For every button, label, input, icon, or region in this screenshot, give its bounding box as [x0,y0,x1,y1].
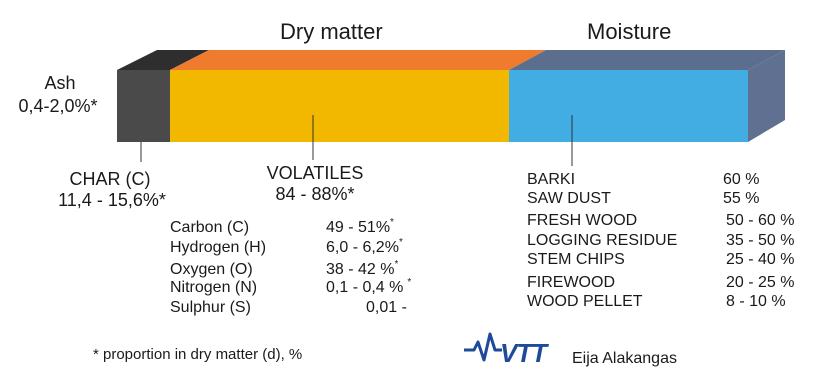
fuel-moisture: 35 - 50 % [726,232,795,249]
vtt-logo-text: VTT [500,338,547,368]
fuel-name: STEM CHIPS [527,251,625,268]
volatiles-label: VOLATILES [266,163,364,183]
element-name: Oxygen (O) [170,261,253,278]
dry-matter-heading: Dry matter [280,19,383,44]
moisture-segment [509,70,748,142]
fuel-name: SAW DUST [527,190,611,207]
ash-value: 0,4-2,0%* [18,96,98,116]
volatiles-segment [170,70,509,142]
char-label: CHAR (C) [69,169,151,189]
element-value: 49 - 51%* [326,217,394,236]
element-name: Nitrogen (N) [170,279,258,296]
volatiles-segment-top [170,50,546,70]
fuel-name: FIREWOOD [527,274,615,291]
fuel-name: BARKI [527,171,576,188]
fuel-moisture: 50 - 60 % [726,212,795,229]
author-name: Eija Alakangas [572,350,677,367]
element-value: 0,01 - [366,299,407,316]
footnote-mark: * [407,277,412,288]
fuel-moisture: 55 % [723,190,760,207]
moisture-segment-top [509,50,785,70]
fuel-moisture: 20 - 25 % [726,274,795,291]
footnote-mark: * [390,217,394,228]
char-value: 11,4 - 15,6%* [58,190,166,210]
element-value: 6,0 - 6,2%* [326,237,403,256]
volatiles-value: 84 - 88%* [275,184,355,204]
element-name: Hydrogen (H) [170,239,267,256]
footnote-mark: * [398,237,403,248]
moisture-heading: Moisture [587,19,672,44]
fuel-moisture: 8 - 10 % [726,293,786,310]
ash-segment [117,70,170,142]
element-value: 0,1 - 0,4 % * [326,277,412,296]
vtt-logo-wave [464,334,502,360]
vtt-logo [462,330,562,370]
footnote-mark: * [394,259,399,270]
element-name: Sulphur (S) [170,299,251,316]
fuel-name: WOOD PELLET [527,293,643,310]
fuel-moisture: 25 - 40 % [726,251,795,268]
fuel-moisture: 60 % [723,171,760,188]
fuel-name: LOGGING RESIDUE [527,232,678,249]
ash-label: Ash [44,73,76,93]
fuel-name: FRESH WOOD [527,212,638,229]
element-name: Carbon (C) [170,219,250,236]
footnote: * proportion in dry matter (d), % [93,346,303,363]
element-value: 38 - 42 %* [326,259,399,278]
